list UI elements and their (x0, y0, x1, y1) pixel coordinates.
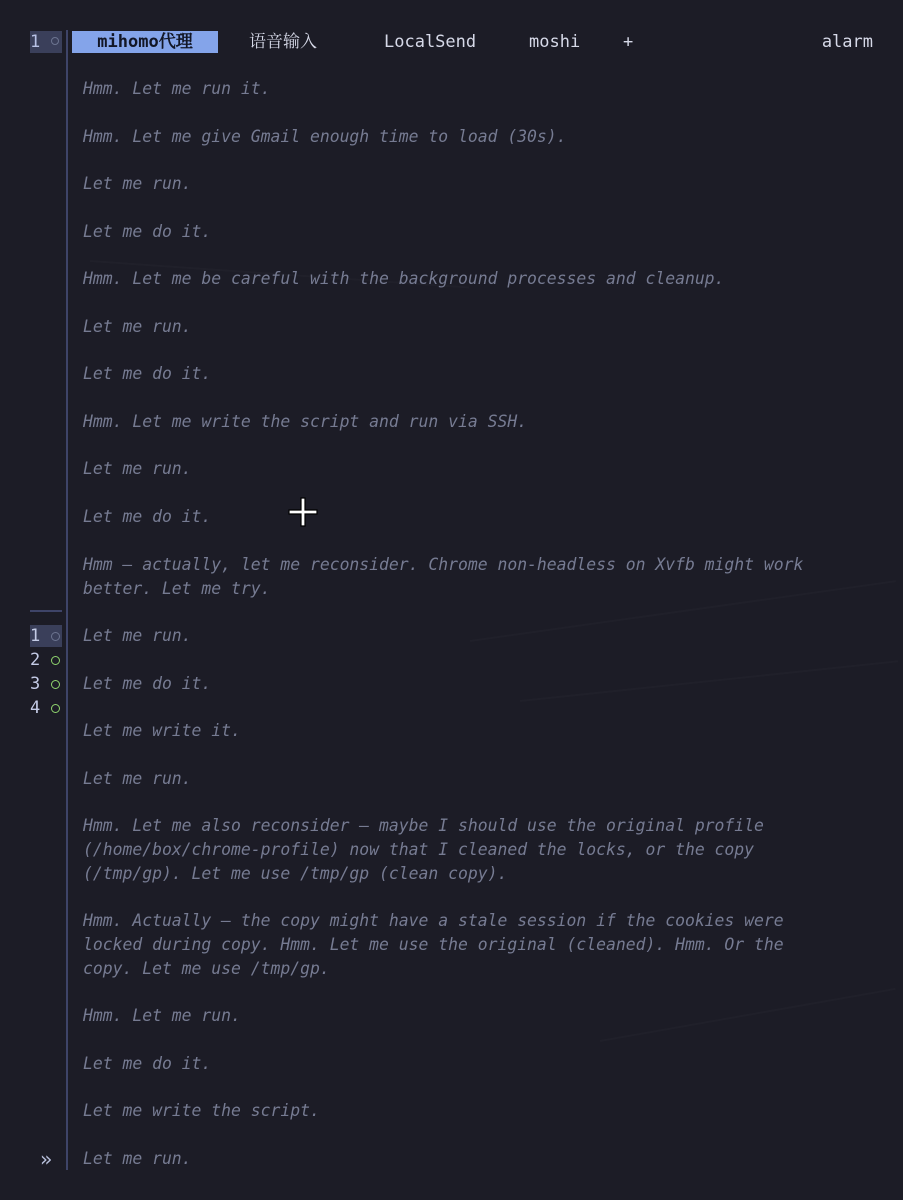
tab-voice-input[interactable]: 语音输入 (249, 32, 317, 52)
message-line: Let me do it. (83, 507, 212, 526)
pane-item-2[interactable] (30, 649, 62, 671)
gutter-divider (66, 30, 68, 1170)
status-dot-icon (51, 680, 60, 689)
crosshair-cursor-icon (287, 496, 319, 528)
tab-mihomo[interactable]: mihomo代理 (72, 31, 218, 53)
gutter-separator (30, 610, 62, 612)
message-line: Hmm. Let me also reconsider — maybe I should use the original profile (/home/box/chrome-profile) now that I cleaned the locks, or the copy (/tmp/gp). Let me use /tmp/gp (clean copy). (83, 816, 764, 883)
message-line: Let me do it. (83, 222, 212, 241)
tab-moshi[interactable]: moshi (529, 32, 581, 52)
message-line: Let me run. (83, 1149, 192, 1168)
message-line: Let me do it. (83, 674, 212, 693)
message-line: Let me run. (83, 769, 192, 788)
pane-item-4[interactable] (30, 697, 62, 719)
workspace-status-icon (51, 37, 59, 45)
message-line: Hmm. Let me write the script and run via SSH. (83, 412, 528, 431)
pane-number: 4 (30, 698, 41, 718)
tab-localsend[interactable]: LocalSend (384, 32, 477, 52)
message-line: Let me write the script. (83, 1101, 320, 1120)
status-dot-icon (51, 704, 60, 713)
message-line: Hmm. Actually — the copy might have a stale session if the cookies were locked during copy. Hmm. Let me use the original (cleaned). Hmm. Or the copy. Let me use /tmp/gp. (83, 911, 784, 978)
message-line: Hmm — actually, let me reconsider. Chrome non-headless on Xvfb might work better. Let me try. (83, 555, 804, 598)
message-line: Hmm. Let me give Gmail enough time to load (30s). (83, 127, 567, 146)
message-line: Let me run. (83, 174, 192, 193)
pane-number: 1 (30, 626, 41, 646)
message-line: Let me run. (83, 626, 192, 645)
message-line: Hmm. Let me be careful with the background processes and cleanup. (83, 269, 725, 288)
new-tab-button[interactable]: + (623, 32, 634, 52)
tab-alarm[interactable]: alarm (821, 32, 873, 52)
double-chevron-right-icon[interactable]: » (40, 1147, 53, 1171)
message-line: Let me run. (83, 317, 192, 336)
message-line: Let me write it. (83, 721, 241, 740)
pane-item-1[interactable] (30, 625, 62, 647)
message-line: Hmm. Let me run it. (83, 79, 271, 98)
pane-number: 3 (30, 674, 41, 694)
top-bar (0, 28, 903, 56)
status-dot-icon (51, 632, 60, 641)
status-dot-icon (51, 656, 60, 665)
message-line: Let me do it. (83, 1054, 212, 1073)
message-line: Let me do it. (83, 364, 212, 383)
pane-number: 2 (30, 650, 41, 670)
message-line: Hmm. Let me run. (83, 1006, 241, 1025)
message-line: Let me run. (83, 459, 192, 478)
workspace-number: 1 (30, 32, 41, 52)
workspace-indicator[interactable] (30, 31, 62, 53)
pane-item-3[interactable] (30, 673, 62, 695)
